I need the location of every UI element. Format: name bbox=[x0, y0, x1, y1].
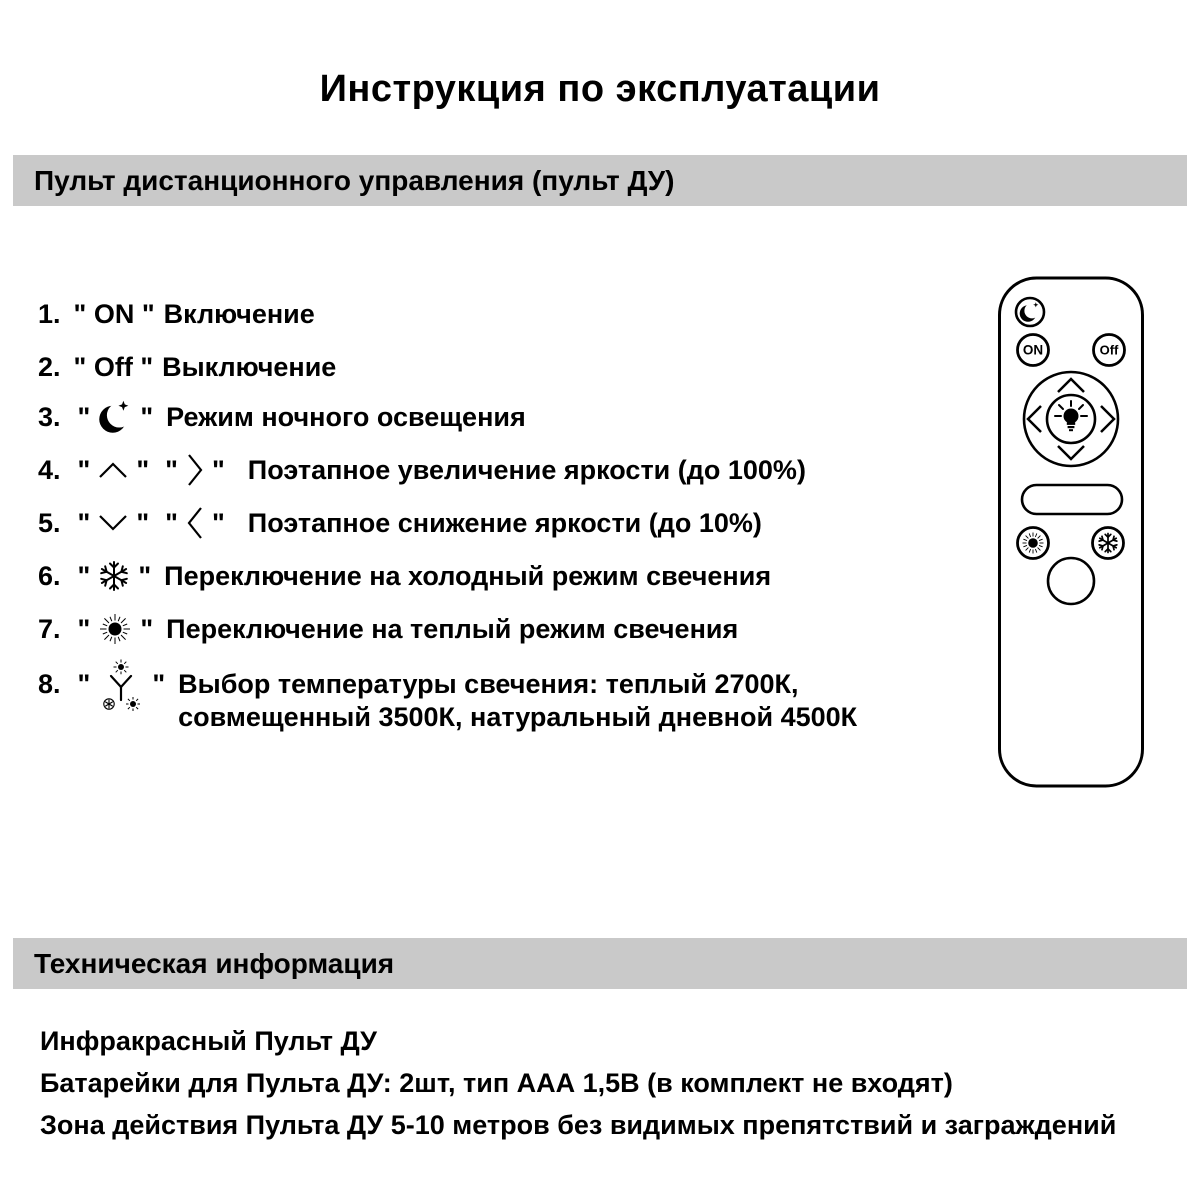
tech-line-remote-type: Инфракрасный Пульт ДУ bbox=[40, 1026, 377, 1056]
mini-snowflake-bottom-left bbox=[104, 699, 114, 709]
item-label: Включение bbox=[163, 299, 315, 329]
quote-mark: " bbox=[77, 507, 91, 538]
item-number: 6. bbox=[38, 560, 61, 591]
remote-on-label: ON bbox=[1022, 342, 1044, 358]
quote-mark: " bbox=[211, 454, 225, 485]
quote-mark: " bbox=[77, 560, 91, 591]
item-label: Поэтапное увеличение яркости (до 100%) bbox=[247, 454, 806, 485]
mini-sun-top bbox=[114, 660, 129, 675]
quote-mark: " bbox=[136, 507, 150, 538]
item-label-line-2: совмещенный 3500К, натуральный дневной 4500К bbox=[178, 702, 858, 732]
mini-sun-bottom-right bbox=[126, 697, 140, 711]
item-number: 1. bbox=[38, 299, 61, 329]
list-item-cold-mode bbox=[38, 559, 771, 593]
sun-icon bbox=[97, 611, 133, 647]
quote-mark: " bbox=[77, 401, 91, 432]
remote-off-label: Off bbox=[1099, 342, 1119, 358]
item-number: 5. bbox=[38, 507, 61, 538]
section-header-remote bbox=[13, 155, 1187, 206]
list-item-off bbox=[38, 351, 336, 384]
quote-mark: " bbox=[140, 401, 154, 432]
section-header-tech-label: Техническая информация bbox=[34, 947, 395, 979]
quote-mark: " bbox=[165, 454, 178, 485]
quote-mark: " bbox=[77, 669, 91, 699]
item-label-line-1: Выбор температуры свечения: теплый 2700К, bbox=[178, 669, 799, 699]
page-title: Инструкция по эксплуатации bbox=[319, 68, 881, 110]
remote-illustration bbox=[995, 275, 1150, 795]
quote-mark: " bbox=[211, 507, 225, 538]
item-label: Переключение на холодный режим свечения bbox=[164, 560, 772, 591]
list-item-brightness-up bbox=[38, 452, 806, 488]
item-number: 7. bbox=[38, 613, 61, 644]
list-item-warm-mode bbox=[38, 611, 738, 647]
item-number: 3. bbox=[38, 401, 61, 432]
item-label: Выключение bbox=[162, 352, 337, 382]
quote-mark: " bbox=[165, 507, 178, 538]
quote-mark: " bbox=[77, 613, 91, 644]
quote-mark: " bbox=[77, 454, 91, 485]
quote-mark: " bbox=[152, 669, 166, 699]
snowflake-icon bbox=[97, 559, 131, 593]
temperature-select-icon bbox=[97, 657, 145, 715]
item-label: Переключение на теплый режим свечения bbox=[166, 613, 739, 644]
chevron-down-icon bbox=[97, 513, 129, 533]
chevron-left-icon bbox=[185, 505, 205, 541]
item-number: 2. bbox=[38, 352, 61, 382]
section-header-remote-label: Пульт дистанционного управления (пульт ДУ) bbox=[34, 164, 675, 196]
tech-line-batteries: Батарейки для Пульта ДУ: 2шт, тип ААА 1,5В (в комплект не входят) bbox=[40, 1068, 953, 1098]
quote-mark: " bbox=[138, 560, 152, 591]
off-token: " Off " bbox=[73, 352, 154, 382]
moon-icon bbox=[97, 399, 133, 435]
list-item-brightness-down bbox=[38, 505, 762, 541]
item-number: 4. bbox=[38, 454, 61, 485]
quote-mark: " bbox=[140, 613, 154, 644]
quote-mark: " bbox=[136, 454, 150, 485]
on-token: " ON " bbox=[73, 299, 155, 329]
item-label: Режим ночного освещения bbox=[166, 401, 526, 432]
list-item-temperature-select bbox=[38, 668, 857, 734]
item-number: 8. bbox=[38, 669, 61, 699]
list-item-night-mode bbox=[38, 399, 526, 435]
tech-line-range: Зона действия Пульта ДУ 5-10 метров без видимых препятствий и заграждений bbox=[40, 1110, 1117, 1140]
chevron-right-icon bbox=[185, 452, 205, 488]
chevron-up-icon bbox=[97, 460, 129, 480]
section-header-tech bbox=[13, 938, 1187, 989]
item-label bbox=[178, 668, 857, 734]
item-label: Поэтапное снижение яркости (до 10%) bbox=[247, 507, 762, 538]
list-item-on bbox=[38, 298, 315, 331]
